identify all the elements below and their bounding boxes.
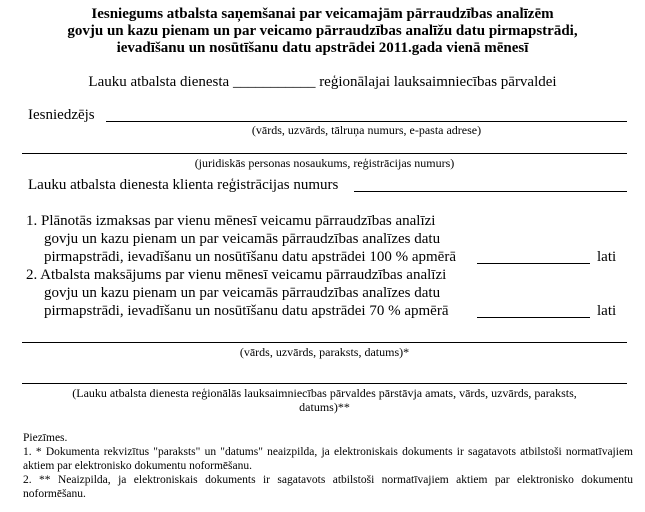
addressee-prefix: Lauku atbalsta dienesta (88, 74, 230, 90)
item-1-line-1: 1. Plānotās izmaksas par vienu mēnesī veicamu pārraudzības analīzi (26, 213, 436, 229)
note-1: 1. * Dokumenta rekvizītus "paraksts" un "datums" neaizpilda, ja elektroniskais dokuments ir sagatavots atbilstoši normatīvajiem aktiem par elektronisko dokumentu noformēšanu. (23, 446, 633, 472)
note-2: 2. ** Neaizpilda, ja elektroniskais dokuments ir sagatavots atbilstoši normatīvajiem aktiem par elektronisko dokumentu noformēšanu. (23, 474, 633, 500)
item-2-unit: lati (597, 303, 617, 319)
item-1-amount-field[interactable] (477, 263, 590, 264)
addressee-blank[interactable]: ___________ (232, 74, 316, 90)
form-title-line-1: Iesniegums atbalsta saņemšanai par veicamajām pārraudzības analīzēm (91, 6, 554, 22)
form-title-line-3: ievadīšanu un nosūtīšanu datu apstrādei 2011.gada vienā mēnesī (116, 40, 529, 56)
legal-entity-caption: (juridiskās personas nosaukums, reģistrācijas numurs) (194, 156, 455, 170)
client-number-field[interactable] (354, 191, 627, 192)
item-1-line-2: govju un kazu pienam un par veicamās pārraudzības analīzes datu (44, 231, 441, 247)
item-2-line-1: 2. Atbalsta maksājums par vienu mēnesī veicamu pārraudzības analīzi (26, 267, 447, 283)
addressee-line (0, 74, 645, 91)
signature-field[interactable] (22, 342, 627, 343)
signature-caption: (vārds, uzvārds, paraksts, datums)* (239, 345, 410, 359)
client-number-label: Lauku atbalsta dienesta klienta reģistrācijas numurs (28, 177, 339, 193)
item-2-amount-field[interactable] (477, 317, 590, 318)
addressee-suffix: reģionālajai lauksaimniecības pārvaldei (319, 74, 557, 90)
item-2-line-3: pirmapstrādi, ievadīšanu un nosūtīšanu datu apstrādei 70 % apmērā (44, 303, 449, 319)
form-title-line-2: govju un kazu pienam un par veicamo pārraudzības analīžu datu pirmapstrādi, (67, 23, 578, 39)
item-2-line-2: govju un kazu pienam un par veicamās pārraudzības analīzes datu (44, 285, 441, 301)
submitter-name-field[interactable] (106, 121, 627, 122)
official-caption-line-1: (Lauku atbalsta dienesta reģionālās lauksaimniecības pārvaldes pārstāvja amats, vārds, uzvārds, paraksts, (72, 386, 577, 400)
submitter-caption: (vārds, uzvārds, tālruņa numurs, e-pasta adrese) (251, 123, 482, 137)
official-caption-line-2: datums)** (299, 400, 350, 414)
legal-entity-field[interactable] (22, 153, 627, 154)
official-field[interactable] (22, 383, 627, 384)
item-1-line-3: pirmapstrādi, ievadīšanu un nosūtīšanu datu apstrādei 100 % apmērā (44, 249, 456, 265)
notes-heading: Piezīmes. (23, 432, 68, 444)
item-1-unit: lati (597, 249, 617, 265)
submitter-label: Iesniedzējs (28, 107, 95, 123)
